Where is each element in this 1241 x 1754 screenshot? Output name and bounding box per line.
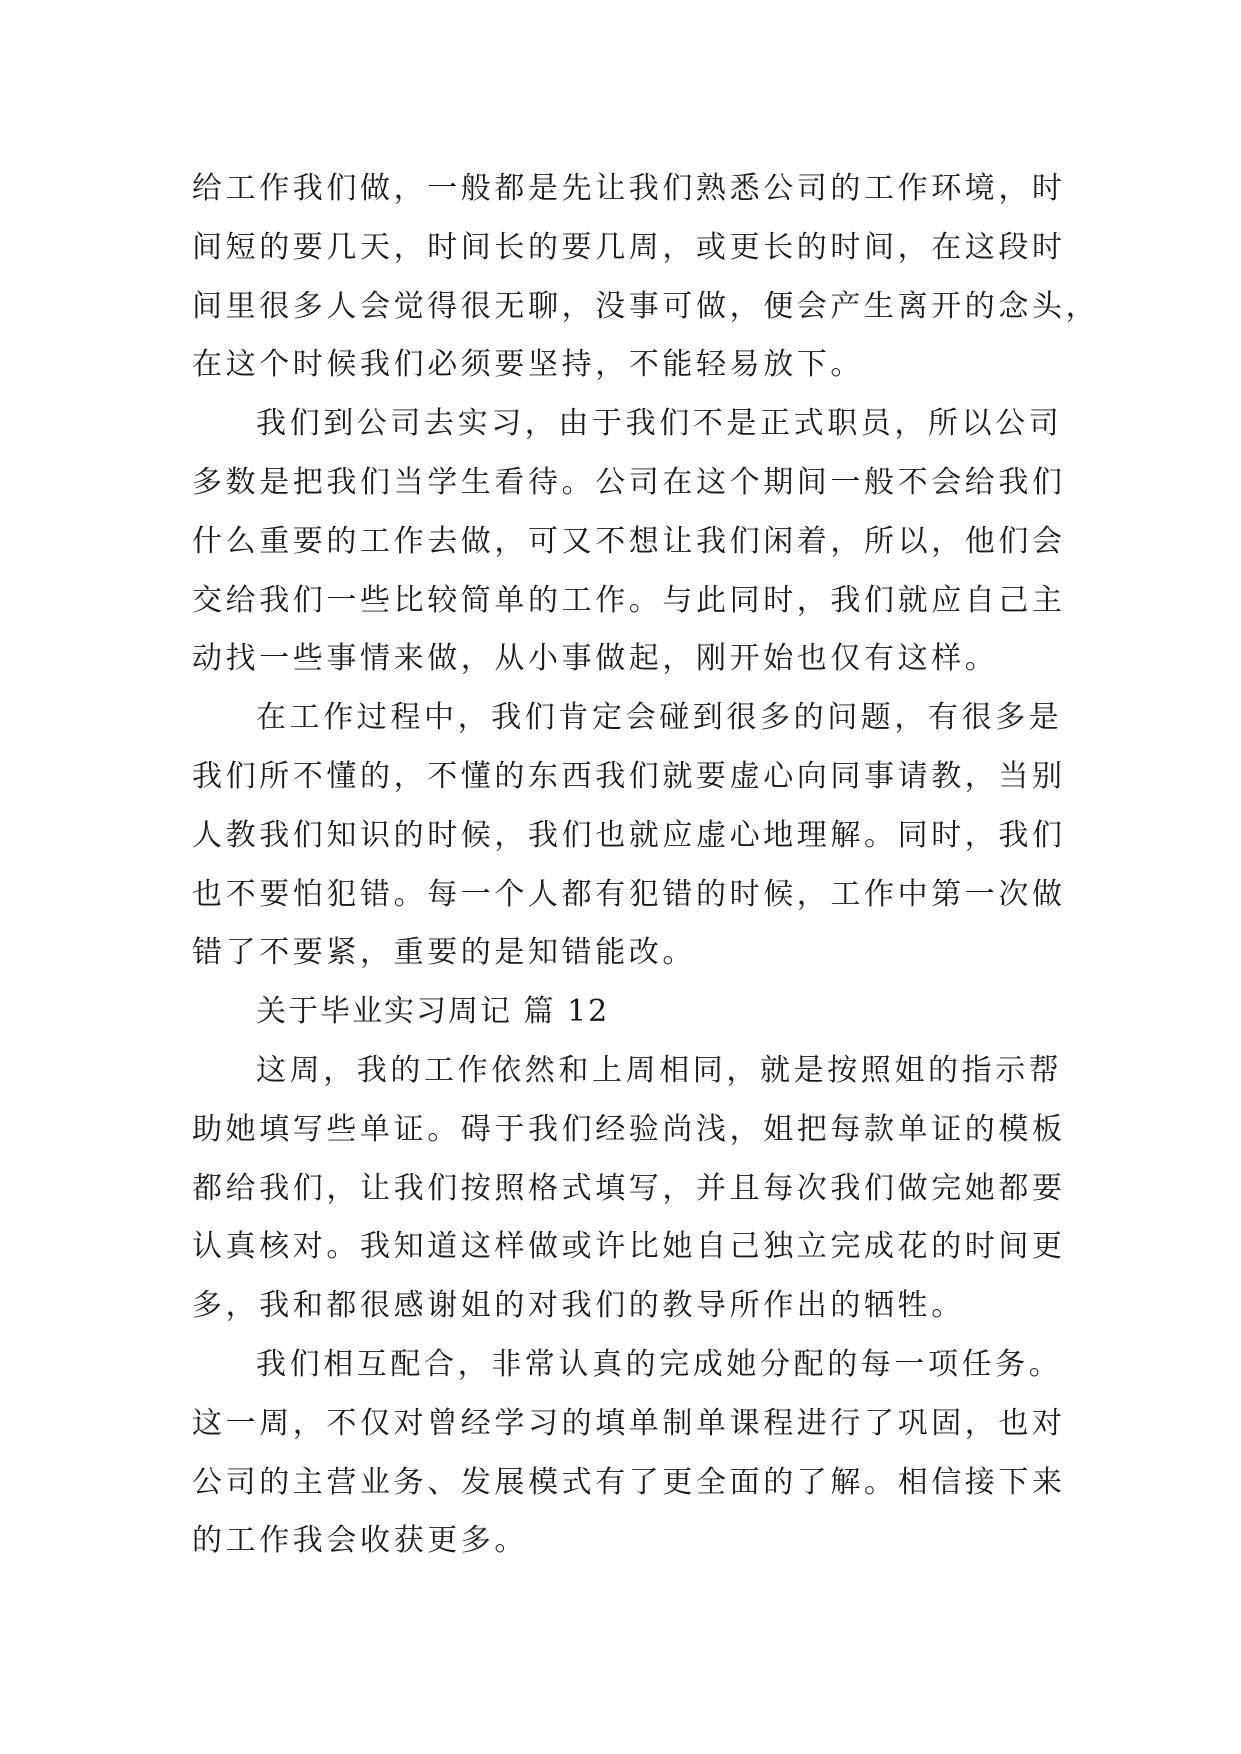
- text-line: 我们所不懂的，不懂的东西我们就要虚心向同事请教，当别: [192, 758, 1066, 794]
- paragraph-first-line: 我们相互配合，非常认真的完成她分配的每一项任务。: [256, 1346, 1063, 1382]
- text-line: 的工作我会收获更多。: [192, 1523, 528, 1559]
- text-line: 间短的要几天，时间长的要几周，或更长的时间，在这段时: [192, 229, 1066, 265]
- paragraph-first-line: 我们到公司去实习，由于我们不是正式职员，所以公司: [256, 406, 1063, 442]
- text-line: 人教我们知识的时候，我们也就应虚心地理解。同时，我们: [192, 817, 1066, 853]
- document-body: [192, 160, 1100, 1571]
- section-heading: 关于毕业实习周记 篇 12: [256, 994, 610, 1030]
- text-line: 公司的主营业务、发展模式有了更全面的了解。相信接下来: [192, 1464, 1066, 1500]
- text-line: 交给我们一些比较简单的工作。与此同时，我们就应自己主: [192, 582, 1066, 618]
- text-line: 动找一些事情来做，从小事做起，刚开始也仅有这样。: [192, 641, 999, 677]
- text-line: 间里很多人会觉得很无聊，没事可做，便会产生离开的念头，: [192, 288, 1100, 324]
- text-line: 多，我和都很感谢姐的对我们的教导所作出的牺牲。: [192, 1288, 965, 1324]
- text-line: 助她填写些单证。碍于我们经验尚浅，姐把每款单证的模板: [192, 1111, 1066, 1147]
- text-line: 都给我们，让我们按照格式填写，并且每次我们做完她都要: [192, 1170, 1066, 1206]
- text-line: 错了不要紧，重要的是知错能改。: [192, 935, 696, 971]
- text-line: 在这个时候我们必须要坚持，不能轻易放下。: [192, 347, 864, 383]
- text-line: 这一周，不仅对曾经学习的填单制单课程进行了巩固，也对: [192, 1405, 1066, 1441]
- text-line: 也不要怕犯错。每一个人都有犯错的时候，工作中第一次做: [192, 876, 1066, 912]
- paragraph-first-line: 在工作过程中，我们肯定会碰到很多的问题，有很多是: [256, 700, 1063, 736]
- text-line: 多数是把我们当学生看待。公司在这个期间一般不会给我们: [192, 464, 1066, 500]
- paragraph-first-line: 这周，我的工作依然和上周相同，就是按照姐的指示帮: [256, 1052, 1063, 1088]
- text-line: 给工作我们做，一般都是先让我们熟悉公司的工作环境，时: [192, 171, 1066, 206]
- text-line: 什么重要的工作去做，可又不想让我们闲着，所以，他们会: [192, 523, 1066, 559]
- text-line: 认真核对。我知道这样做或许比她自己独立完成花的时间更: [192, 1229, 1066, 1265]
